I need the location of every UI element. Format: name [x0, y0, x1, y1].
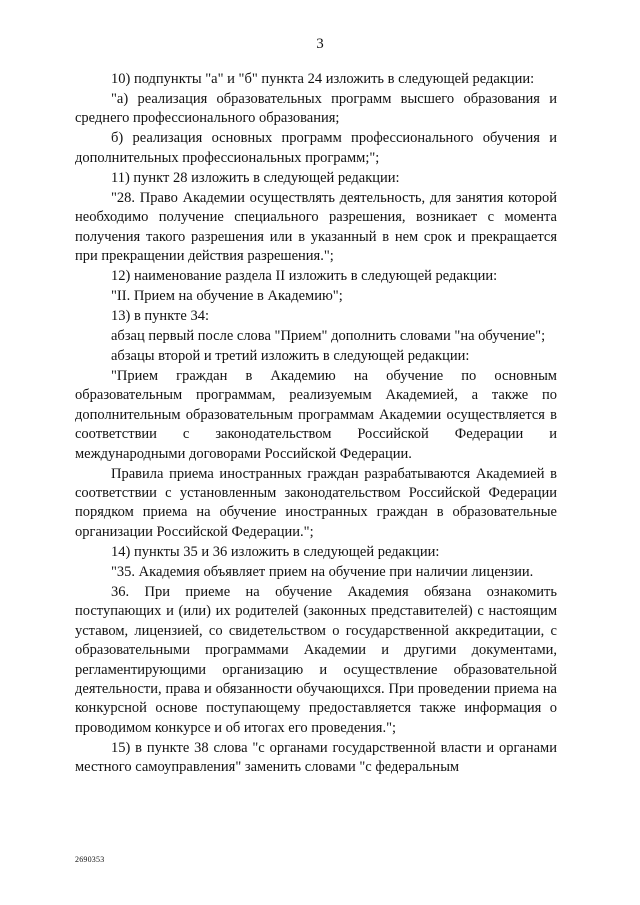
paragraph-item-12: 12) наименование раздела II изложить в следующей редакции:	[111, 268, 498, 285]
paragraph-subitem-a: "а) реализация образовательных программ высшего образования и среднего профессионального образования;	[75, 91, 557, 127]
paragraph-item-14: 14) пункты 35 и 36 изложить в следующей редакции:	[111, 543, 440, 560]
paragraph-clause-36: 36. При приеме на обучение Академия обязана ознакомить поступающих и (или) их родителей (законных представителей) с настоящим уставом, лицензией, со свидетельством о государственной аккредитации, с образовательными программами Академии и другими документами, регламентирующими организацию и осуществление образовательной деятельности, права и обязанности обучающихся. При проведении приема на конкурсной основе поступающему предоставляется также информация о проводимом конкурсе и об итогах его проведения.";	[75, 583, 557, 736]
paragraph-item-13: 13) в пункте 34:	[111, 308, 209, 325]
paragraph-item-13-second: абзацы второй и третий изложить в следующей редакции:	[111, 348, 470, 365]
paragraph-item-10: 10) подпункты "а" и "б" пункта 24 изложить в следующей редакции:	[111, 71, 535, 87]
paragraph-clause-28: "28. Право Академии осуществлять деятельность, для занятия которой необходимо получение специального разрешения, возникает с момента получения такого разрешения или в указанный в нем срок и прекращается при прекращении действия разрешения.";	[75, 189, 557, 265]
document-body	[75, 70, 557, 778]
paragraph-item-11: 11) пункт 28 изложить в следующей редакции:	[111, 169, 400, 186]
paragraph-section-title: "II. Прием на обучение в Академию";	[111, 288, 343, 305]
paragraph-item-15: 15) в пункте 38 слова "с органами государственной власти и органами местного самоуправления" заменить словами "с федеральным	[75, 739, 557, 776]
paragraph-admission-rules: "Прием граждан в Академию на обучение по основным образовательным программам, реализуемым Академией, а также по дополнительным образовательным программам Академии осуществляется в соответствии с законодательством Российской Федерации и международными договорами Российской Федерации.	[75, 368, 557, 462]
paragraph-subitem-b: б) реализация основных программ профессионального обучения и дополнительных профессиональных программ;";	[75, 130, 557, 166]
paragraph-item-13-first: абзац первый после слова "Прием" дополнить словами "на обучение";	[111, 328, 546, 345]
paragraph-clause-35: "35. Академия объявляет прием на обучение при наличии лицензии.	[111, 563, 534, 580]
page-number: 3	[316, 36, 324, 52]
document-id: 2690353	[75, 855, 105, 864]
paragraph-foreign-citizens: Правила приема иностранных граждан разрабатываются Академией в соответствии с установленным законодательством Российской Федерации порядком приема на обучение иностранных граждан в образовательные организации Российской Федерации.";	[75, 465, 557, 540]
